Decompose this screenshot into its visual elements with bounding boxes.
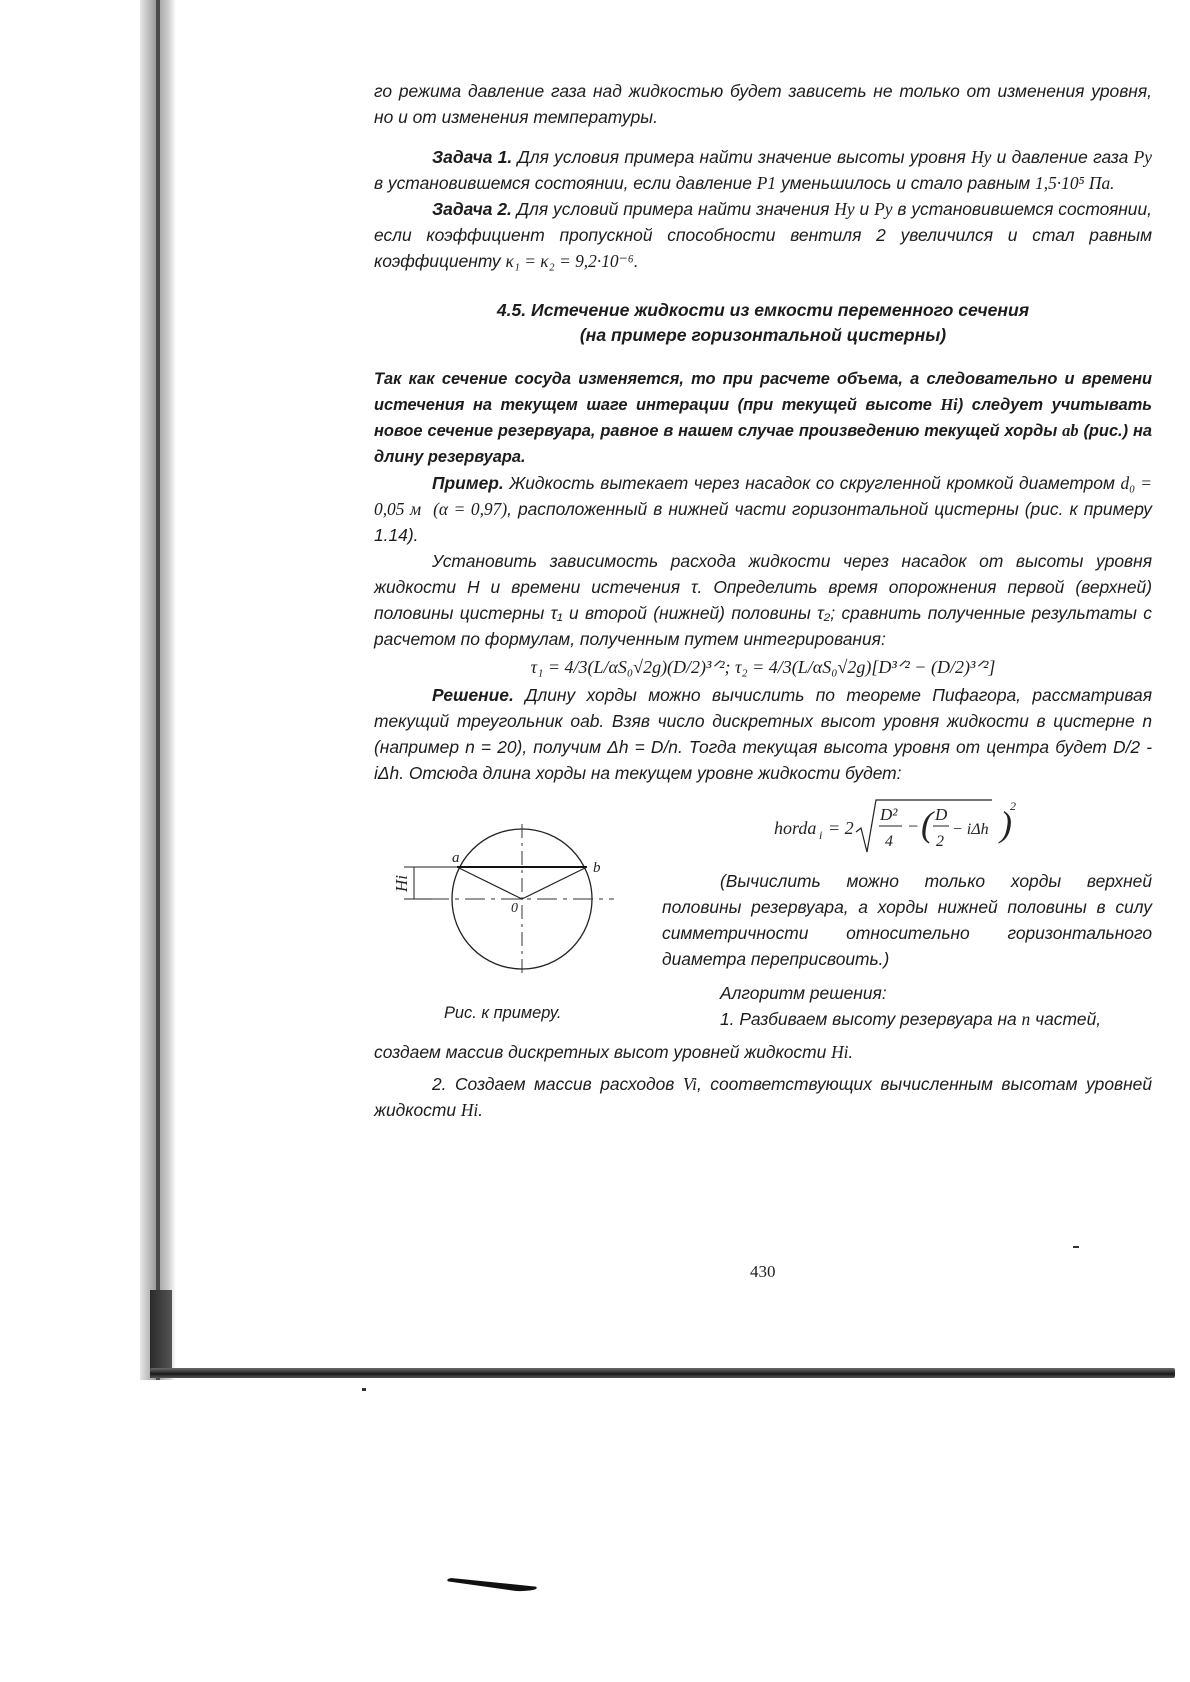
document-page: [374, 78, 1152, 1123]
horda-eq: = 2: [828, 818, 854, 838]
algorithm-title: Алгоритм решения:: [720, 983, 887, 1003]
task2-text-c: в установившемся состоянии, если коэффициент пропускной способности вентиля 2 увеличился и стал равным коэффициенту: [374, 199, 1152, 271]
label-b: b: [593, 860, 601, 876]
task1-text-b: и давление газа: [991, 147, 1134, 167]
solution-paragraph: [374, 682, 1152, 786]
task1-var-h: Hy: [971, 147, 992, 167]
task2-paragraph: [374, 196, 1152, 274]
task1-var-p1: P1: [756, 173, 777, 193]
intro-text-b: ) следует учитывать новое сечение резервуара, равное в нашем случае произведению текущей хорды: [374, 396, 1152, 440]
horda-tail: − iΔh: [952, 821, 989, 838]
step1-n: n: [1021, 1009, 1031, 1029]
step2-text-b: , соответствующих вычисленным высотам уровней жидкости: [374, 1074, 1152, 1120]
scan-bottom-edge: [150, 1368, 1175, 1378]
task2-text-a: Для условий примера найти значения: [511, 199, 835, 219]
scan-smudge: [447, 1574, 538, 1594]
solution-label: Решение.: [432, 685, 514, 705]
task1-label: Задача 1.: [432, 147, 513, 167]
task2-label: Задача 2.: [432, 199, 512, 219]
example-value-alpha: (α = 0,97): [433, 499, 508, 519]
task1-paragraph: [374, 144, 1152, 196]
task2-value: κ₁ = κ₂ = 9,2·10⁻⁶: [505, 251, 634, 271]
example-paragraph: [374, 470, 1152, 548]
task1-var-p: Py: [1133, 147, 1152, 167]
algorithm-step1-line1: [662, 1006, 1152, 1032]
task2-end: .: [633, 251, 639, 271]
step1-text-a: 1. Разбиваем высоту резервуара на: [720, 1009, 1022, 1029]
horda-formula-svg: [662, 794, 1152, 862]
figure-section: [374, 794, 1152, 1039]
horda-sub: i: [819, 828, 823, 842]
step2-var: Vi: [682, 1074, 698, 1094]
page-number: 430: [750, 1262, 776, 1281]
figure-caption: Рис. к примеру.: [444, 1004, 562, 1022]
example-text-a: Жидкость вытекает через насадок со скругленной кромкой диаметром: [503, 473, 1121, 493]
horda-formula: [662, 794, 1152, 862]
frac2-num: D: [935, 805, 948, 824]
scan-binding-edge: [156, 0, 160, 1380]
algorithm-step2: [374, 1071, 1152, 1123]
step1-text-b: частей,: [1030, 1009, 1102, 1029]
label-a: a: [452, 850, 460, 866]
horda-exp: 2: [1010, 799, 1016, 813]
task2-var-p: Py: [874, 199, 893, 219]
intro-text-a: Так как сечение сосуда изменяется, то при расчете объема, а следовательно и времени истечения на текущем шаге интерации (при текущей высоте: [374, 370, 1152, 414]
frac1-num: D²: [880, 805, 898, 824]
step1-end: .: [848, 1042, 854, 1062]
label-o: 0: [511, 901, 518, 916]
intro-paragraph: [374, 366, 1152, 470]
label-hi: Hi: [392, 875, 411, 892]
frac1-den: 4: [885, 833, 893, 850]
intro-var: Hi: [940, 395, 958, 414]
section-title-line2: (на примере горизонтальной цистерны): [579, 325, 947, 345]
task1-text-c: в установившемся состоянии, если давление: [374, 173, 757, 193]
example-value-d: d₀ = 0,05 м: [374, 473, 1153, 519]
radius-oa: [457, 867, 522, 899]
frac2-den: 2: [936, 833, 944, 850]
task2-text-b: и: [854, 199, 875, 219]
example-label: Пример.: [432, 473, 504, 493]
section-heading: [374, 298, 1152, 348]
task-paragraph: Установить зависимость расхода жидкости через насадок от высоты уровня жидкости H и времени истечения τ. Определить время опорожнения первой (верхней) половины цистерны τ₁ и второй (нижней) половины τ₂; сравнить полученные результаты с расчетом по формулам, полученным путем интегрирования:: [374, 551, 1152, 649]
figure-right-column: [662, 794, 1152, 1032]
solution-text: Длину хорды можно вычислить по теореме Пифагора, рассматривая текущий треугольник oab. Взяв число дискретных высот уровня жидкости в цистерне n (например n = 20), получим Δh = D/n. Тогда текущая высота уровня от центра будет D/2 - iΔh. Отсюда длина хорды на текущем уровне жидкости будет:: [374, 685, 1152, 783]
continuation-paragraph: го режима давление газа над жидкостью будет зависеть не только от изменения уровня, но и от изменения температуры.: [374, 81, 1152, 127]
paren-right: ): [1000, 804, 1012, 844]
task1-end: .: [1110, 173, 1116, 193]
horda-minus: −: [907, 816, 920, 836]
intro-text-c: (рис.) на длину резервуара.: [374, 422, 1153, 466]
task1-value: 1,5·10⁵ Па: [1035, 173, 1111, 193]
task2-var-h: Hy: [834, 199, 855, 219]
algorithm-step1-line2: [374, 1039, 1152, 1065]
step1-var: Hi: [831, 1042, 849, 1062]
step2-text-a: 2. Создаем массив расходов: [432, 1074, 683, 1094]
step2-var2: Hi: [460, 1100, 479, 1120]
task1-text-a: Для условия примера найти значение высоты уровня: [512, 147, 972, 167]
step2-end: .: [478, 1100, 484, 1120]
scan-page-corner: [150, 1290, 172, 1378]
section-title-line1: 4.5. Истечение жидкости из емкости переменного сечения: [496, 300, 1030, 320]
step1-text-c: создаем массив дискретных высот уровней жидкости: [374, 1042, 832, 1062]
note-paragraph: (Вычислить можно только хорды верхней половины резервуара, а хорды нижней половины в силу симметричности относительно горизонтального диаметра переприсвоить.): [662, 871, 1152, 969]
task1-text-d: уменьшилось и стало равным: [776, 173, 1036, 193]
paren-left: (: [921, 804, 933, 844]
intro-chord: ab: [1062, 421, 1079, 440]
scan-mark: [1073, 1246, 1079, 1248]
integration-formula: τ₁ = 4/3(L/αS₀√2g)(D/2)³ᐟ²; τ₂ = 4/3(L/αS₀√2g)[D³ᐟ² − (D/2)³ᐟ²]: [530, 657, 996, 677]
horda-lhs: horda: [774, 818, 817, 838]
scan-speck: [362, 1388, 366, 1391]
radius-ob: [522, 867, 587, 899]
example-text-b: , расположенный в нижней части горизонтальной цистерны (рис. к примеру 1.14).: [374, 499, 1152, 545]
